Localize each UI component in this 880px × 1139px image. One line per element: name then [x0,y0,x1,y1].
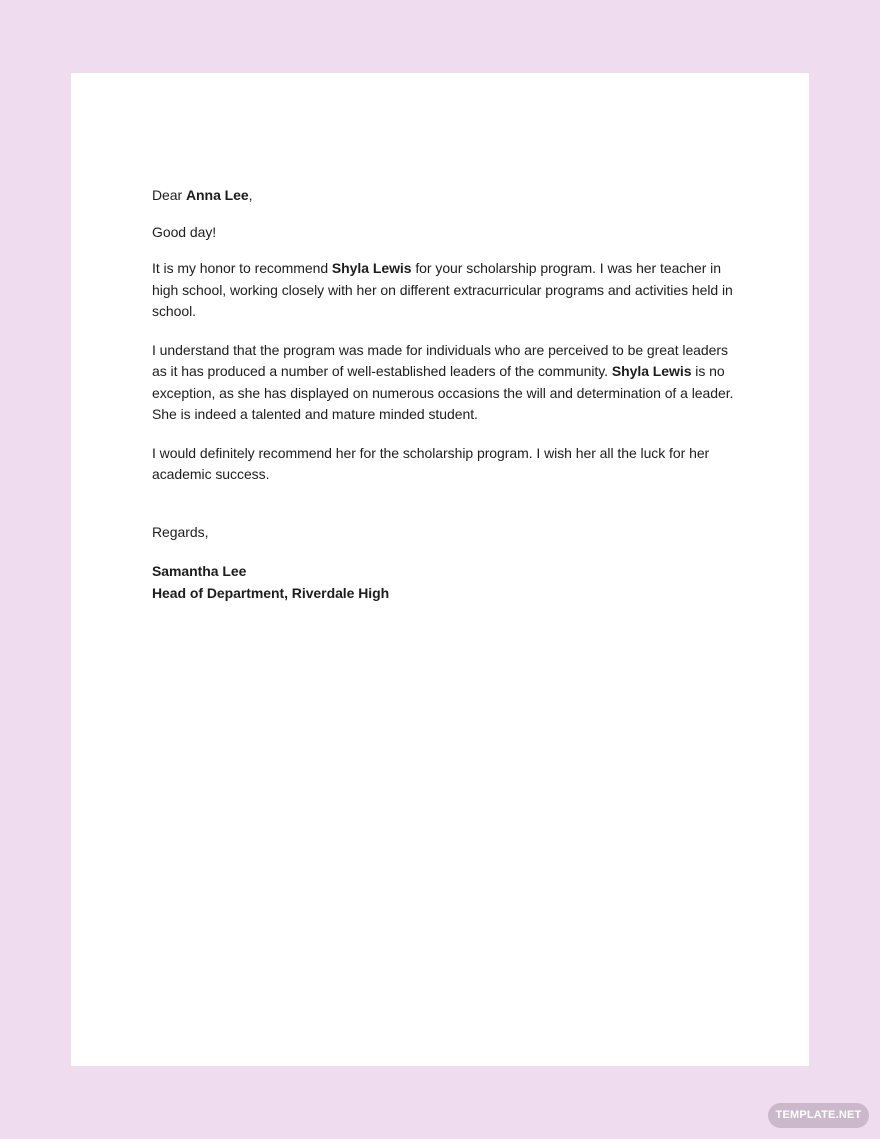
candidate-name: Shyla Lewis [331,260,412,276]
candidate-name: Shyla Lewis [611,363,692,379]
paragraph-1-end: for your scholarship program. I was her teacher in high school, working closely with her on different extracurricular programs and activities held in school. [152,260,733,319]
signature-title: Head of Department, Riverdale High [152,584,390,601]
paragraph-2 [152,340,742,426]
paragraph-1-start: It is my honor to recommend [152,260,332,276]
salutation-suffix: , [248,187,253,203]
salutation-prefix: Dear [152,187,186,203]
greeting: Good day! [152,223,217,240]
salutation [152,185,742,207]
paragraph-2-start: I understand that the program was made for individuals who are perceived to be great leaders as it has produced a number of well-established leaders of the community. [152,341,728,379]
letter-page [71,73,809,1066]
paragraph-1 [152,258,742,323]
closing: Regards, [152,523,209,540]
template-watermark-badge: TEMPLATE.NET [768,1103,869,1128]
letter-body [152,185,742,604]
signature-name: Samantha Lee [152,563,247,579]
paragraph-2-end: is no exception, as she has displayed on numerous occasions the will and determination of a leader. She is indeed a talented and mature minded student. [152,363,734,422]
paragraph-3: I would definitely recommend her for the scholarship program. I wish her all the luck for her academic success. [152,444,710,482]
recipient-name: Anna Lee [186,187,249,203]
